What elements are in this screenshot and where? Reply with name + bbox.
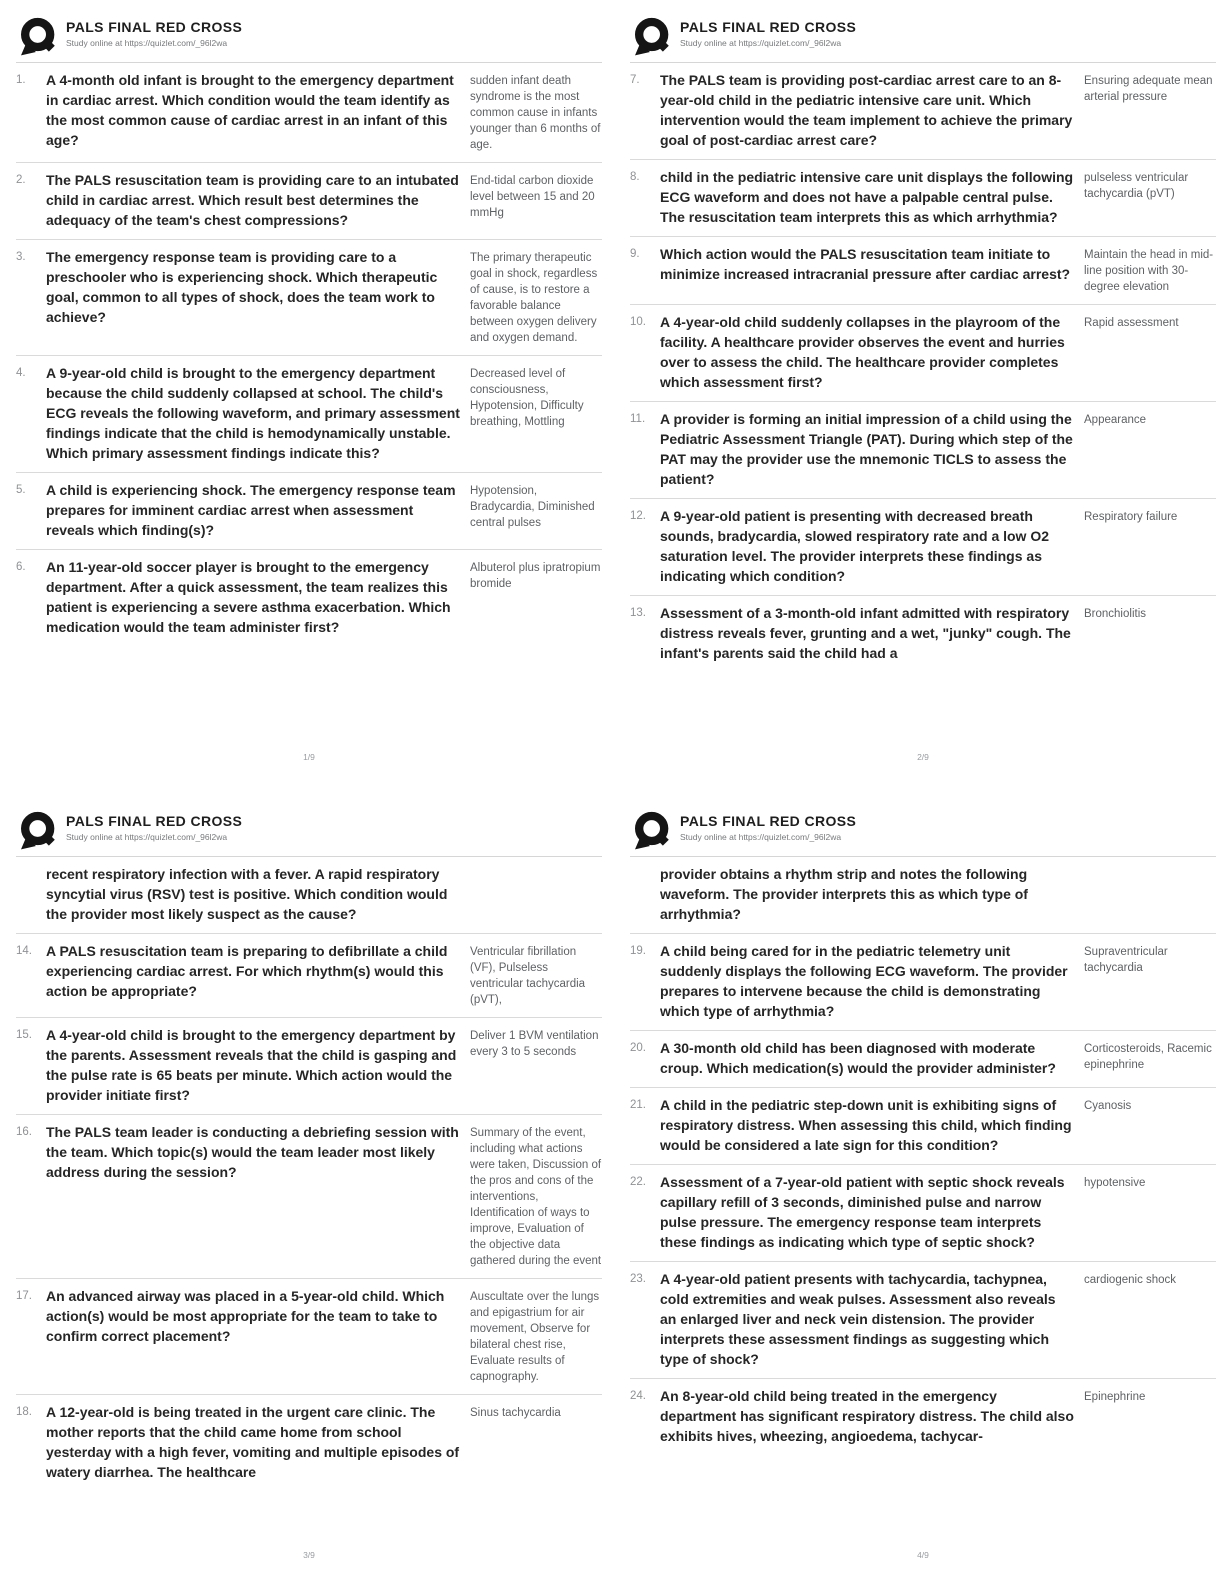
question-number: 16. bbox=[16, 1126, 32, 1138]
question-number: 6. bbox=[16, 561, 26, 573]
question-text: The PALS resuscitation team is providing care to an intubated child in cardiac arrest. Which result best determines the adequacy of the team's chest compressions? bbox=[46, 172, 459, 228]
question-text: An 8-year-old child being treated in the emergency department has significant respiratory distress. The child also exhibits hives, wheezing, angioedema, tachycar- bbox=[660, 1388, 1074, 1444]
question-number: 9. bbox=[630, 248, 640, 260]
question-text: A child being cared for in the pediatric telemetry unit suddenly displays the following ECG waveform. The provider prepares to intervene because the child is demonstrating which type of arrhythmia? bbox=[660, 943, 1068, 1019]
question-text: An 11-year-old soccer player is brought to the emergency department. After a quick assessment, the team realizes this patient is experiencing a severe asthma exacerbation. Which medication would the team administer first? bbox=[46, 559, 451, 635]
answer-text bbox=[1084, 864, 1216, 867]
qa-row bbox=[16, 356, 602, 473]
answer-text: pulseless ventricular tachycardia (pVT) bbox=[1084, 172, 1189, 200]
question-number: 8. bbox=[630, 171, 640, 183]
qa-row bbox=[16, 63, 602, 163]
question-number: 10. bbox=[630, 316, 646, 328]
question-number: 22. bbox=[630, 1176, 646, 1188]
qa-row bbox=[16, 934, 602, 1018]
header-text bbox=[680, 16, 856, 48]
qa-row bbox=[16, 163, 602, 240]
answer-text: hypotensive bbox=[1084, 1177, 1146, 1189]
answer-text: Albuterol plus ipratropium bromide bbox=[470, 562, 601, 590]
question-number: 7. bbox=[630, 74, 640, 86]
page-header bbox=[16, 810, 602, 857]
header-text bbox=[680, 810, 856, 842]
question-list bbox=[630, 857, 1216, 1455]
qa-row bbox=[16, 1279, 602, 1395]
qa-row bbox=[630, 237, 1216, 305]
question-list bbox=[16, 857, 602, 1491]
answer-text: Sinus tachycardia bbox=[470, 1407, 561, 1419]
answer-text: Epinephrine bbox=[1084, 1391, 1146, 1403]
question-text: A 4-year-old patient presents with tachycardia, tachypnea, cold extremities and weak pulses. Assessment also reveals an enlarged liver and neck vein distension. The provider interprets these assessment findings as suggesting which type of shock? bbox=[660, 1271, 1056, 1367]
answer-text: Summary of the event, including what actions were taken, Discussion of the pros and cons of the interventions, Identification of ways to improve, Evaluation of the objective data gathered during the event bbox=[470, 1127, 602, 1267]
printed-page-2 bbox=[630, 16, 1216, 762]
question-list bbox=[630, 63, 1216, 672]
question-text: A child in the pediatric step-down unit is exhibiting signs of respiratory distress. When assessing this child, which finding would be considered a late sign for this condition? bbox=[660, 1097, 1072, 1153]
study-url: Study online at https://quizlet.com/_96l2wa bbox=[680, 38, 842, 48]
qa-row bbox=[630, 160, 1216, 237]
question-number: 5. bbox=[16, 484, 26, 496]
question-number: 17. bbox=[16, 1290, 32, 1302]
question-text: The PALS team is providing post-cardiac arrest care to an 8-year-old child in the pediatric intensive care unit. Which intervention would the team implement to achieve the primary goal of post-cardiac arrest care? bbox=[660, 72, 1073, 148]
question-text: A provider is forming an initial impression of a child using the Pediatric Assessment Triangle (PAT). During which step of the PAT may the provider use the mnemonic TICLS to assess the patient? bbox=[660, 411, 1073, 487]
qa-row bbox=[630, 596, 1216, 672]
study-url: Study online at https://quizlet.com/_96l2wa bbox=[66, 832, 228, 842]
study-url: Study online at https://quizlet.com/_96l2wa bbox=[680, 832, 842, 842]
qa-row bbox=[630, 1379, 1216, 1455]
page-header bbox=[630, 16, 1216, 63]
question-number: 11. bbox=[630, 413, 646, 425]
question-number: 18. bbox=[16, 1406, 32, 1418]
question-text: Assessment of a 3-month-old infant admitted with respiratory distress reveals fever, grunting and a wet, "junky" cough. The infant's parents said the child had a bbox=[660, 605, 1071, 661]
question-text: A 9-year-old child is brought to the emergency department because the child suddenly collapsed at school. The child's ECG reveals the following waveform, and primary assessment findings indicate that the child is hemodynamically unstable. Which primary assessment findings indicate this? bbox=[46, 365, 460, 461]
answer-text: Auscultate over the lungs and epigastrium for air movement, Observe for bilateral chest rise, Evaluate results of capnography. bbox=[470, 1291, 600, 1383]
answer-text: End-tidal carbon dioxide level between 15 and 20 mmHg bbox=[470, 175, 595, 219]
question-list bbox=[16, 63, 602, 646]
header-text bbox=[66, 810, 242, 842]
question-number: 14. bbox=[16, 945, 32, 957]
qa-row bbox=[16, 1395, 602, 1491]
question-text: Assessment of a 7-year-old patient with septic shock reveals capillary refill of 3 seconds, diminished pulse and narrow pulse pressure. The emergency response team interprets these findings as indicating which type of septic shock? bbox=[660, 1174, 1065, 1250]
question-text: A 9-year-old patient is presenting with decreased breath sounds, bradycardia, slowed respiratory rate and a low O2 saturation level. The provider interprets these findings as indicating which condition? bbox=[660, 508, 1050, 584]
answer-text: Bronchiolitis bbox=[1084, 608, 1146, 620]
header-text bbox=[66, 16, 242, 48]
question-number: 3. bbox=[16, 251, 26, 263]
qa-row bbox=[630, 63, 1216, 160]
question-continuation-text: recent respiratory infection with a fever. A rapid respiratory syncytial virus (RSV) test is positive. Which condition would the provider most likely suspect as the cause? bbox=[46, 866, 448, 922]
question-text: An advanced airway was placed in a 5-year-old child. Which action(s) would be most appropriate for the team to take to confirm correct placement? bbox=[46, 1288, 445, 1344]
question-number: 13. bbox=[630, 607, 646, 619]
question-text: A 4-year-old child suddenly collapses in the playroom of the facility. A healthcare provider observes the event and hurries over to assess the child. The healthcare provider completes which assessment first? bbox=[660, 314, 1065, 390]
page-number: 3/9 bbox=[303, 1550, 315, 1560]
question-text: A 4-year-old child is brought to the emergency department by the parents. Assessment reveals that the child is gasping and the pulse rate is 65 beats per minute. Which action would the provider initiate first? bbox=[46, 1027, 457, 1103]
set-title: PALS FINAL RED CROSS bbox=[66, 19, 243, 35]
question-text: The PALS team leader is conducting a debriefing session with the team. Which topic(s) would the team leader most likely address during the session? bbox=[46, 1124, 459, 1180]
page-number: 4/9 bbox=[917, 1550, 929, 1560]
question-number: 19. bbox=[630, 945, 646, 957]
quizlet-logo-icon bbox=[630, 17, 670, 57]
qa-row bbox=[16, 550, 602, 646]
answer-text: Decreased level of consciousness, Hypotension, Difficulty breathing, Mottling bbox=[470, 368, 584, 428]
question-text: The emergency response team is providing care to a preschooler who is experiencing shock. Which therapeutic goal, common to all types of shock, does the team work to achieve? bbox=[46, 249, 438, 325]
question-number: 24. bbox=[630, 1390, 646, 1402]
qa-row bbox=[630, 1088, 1216, 1165]
answer-text: sudden infant death syndrome is the most common cause in infants younger than 6 months of age. bbox=[470, 75, 601, 151]
answer-text: Maintain the head in mid-line position with 30-degree elevation bbox=[1084, 249, 1214, 293]
question-text: A 4-month old infant is brought to the emergency department in cardiac arrest. Which condition would the team identify as the most common cause of cardiac arrest in an infant of this age? bbox=[46, 72, 454, 148]
answer-text: cardiogenic shock bbox=[1084, 1274, 1177, 1286]
study-url: Study online at https://quizlet.com/_96l2wa bbox=[66, 38, 228, 48]
answer-text: Deliver 1 BVM ventilation every 3 to 5 seconds bbox=[470, 1030, 599, 1058]
question-number: 12. bbox=[630, 510, 646, 522]
qa-row bbox=[630, 1165, 1216, 1262]
question-text: A 30-month old child has been diagnosed with moderate croup. Which medication(s) would the provider administer? bbox=[660, 1040, 1056, 1076]
question-number: 1. bbox=[16, 74, 26, 86]
quizlet-logo-icon bbox=[630, 811, 670, 851]
page-header bbox=[630, 810, 1216, 857]
answer-text: Corticosteroids, Racemic epinephrine bbox=[1084, 1043, 1212, 1071]
question-number bbox=[630, 864, 660, 868]
question-continuation-text: provider obtains a rhythm strip and notes the following waveform. The provider interprets this as which type of arrhythmia? bbox=[660, 866, 1028, 922]
answer-text: Ventricular fibrillation (VF), Pulseless ventricular tachycardia (pVT), bbox=[470, 946, 586, 1006]
answer-text: Respiratory failure bbox=[1084, 511, 1178, 523]
question-number bbox=[16, 864, 46, 868]
page-header bbox=[16, 16, 602, 63]
qa-row bbox=[630, 857, 1216, 934]
question-number: 20. bbox=[630, 1042, 646, 1054]
qa-row bbox=[630, 305, 1216, 402]
question-number: 4. bbox=[16, 367, 26, 379]
answer-text: Appearance bbox=[1084, 414, 1147, 426]
quizlet-logo-icon bbox=[16, 17, 56, 57]
question-text: A PALS resuscitation team is preparing to defibrillate a child experiencing cardiac arrest. For which rhythm(s) would this action be appropriate? bbox=[46, 943, 448, 999]
question-text: child in the pediatric intensive care unit displays the following ECG waveform and does not have a palpable central pulse. The resuscitation team interprets this as which arrhythmia? bbox=[660, 169, 1074, 225]
answer-text: Hypotension, Bradycardia, Diminished central pulses bbox=[470, 485, 595, 529]
answer-text: The primary therapeutic goal in shock, regardless of cause, is to restore a favorable balance between oxygen delivery and oxygen demand. bbox=[470, 252, 598, 344]
set-title: PALS FINAL RED CROSS bbox=[680, 813, 857, 829]
qa-row bbox=[16, 857, 602, 934]
answer-text: Rapid assessment bbox=[1084, 317, 1179, 329]
qa-row bbox=[16, 1115, 602, 1279]
page-number: 1/9 bbox=[303, 752, 315, 762]
question-number: 15. bbox=[16, 1029, 32, 1041]
answer-text: Cyanosis bbox=[1084, 1100, 1132, 1112]
question-text: A child is experiencing shock. The emergency response team prepares for imminent cardiac arrest when assessment reveals which finding(s)? bbox=[46, 482, 456, 538]
printed-page-3 bbox=[16, 810, 602, 1560]
qa-row bbox=[16, 240, 602, 356]
qa-row bbox=[16, 473, 602, 550]
question-text: Which action would the PALS resuscitation team initiate to minimize increased intracranial pressure after cardiac arrest? bbox=[660, 246, 1071, 282]
printed-page-4 bbox=[630, 810, 1216, 1560]
answer-text: Ensuring adequate mean arterial pressure bbox=[1084, 75, 1213, 103]
qa-row bbox=[630, 499, 1216, 596]
set-title: PALS FINAL RED CROSS bbox=[66, 813, 243, 829]
qa-row bbox=[16, 1018, 602, 1115]
qa-row bbox=[630, 934, 1216, 1031]
question-text: A 12-year-old is being treated in the urgent care clinic. The mother reports that the child came home from school yesterday with a high fever, vomiting and multiple episodes of watery diarrhea. The healthcare bbox=[46, 1404, 460, 1480]
quizlet-logo-icon bbox=[16, 811, 56, 851]
question-number: 21. bbox=[630, 1099, 646, 1111]
question-number: 23. bbox=[630, 1273, 646, 1285]
set-title: PALS FINAL RED CROSS bbox=[680, 19, 857, 35]
answer-text bbox=[470, 864, 602, 867]
qa-row bbox=[630, 402, 1216, 499]
question-number: 2. bbox=[16, 174, 26, 186]
qa-row bbox=[630, 1262, 1216, 1379]
answer-text: Supraventricular tachycardia bbox=[1084, 946, 1168, 974]
printed-page-1 bbox=[16, 16, 602, 762]
qa-row bbox=[630, 1031, 1216, 1088]
page-number: 2/9 bbox=[917, 752, 929, 762]
